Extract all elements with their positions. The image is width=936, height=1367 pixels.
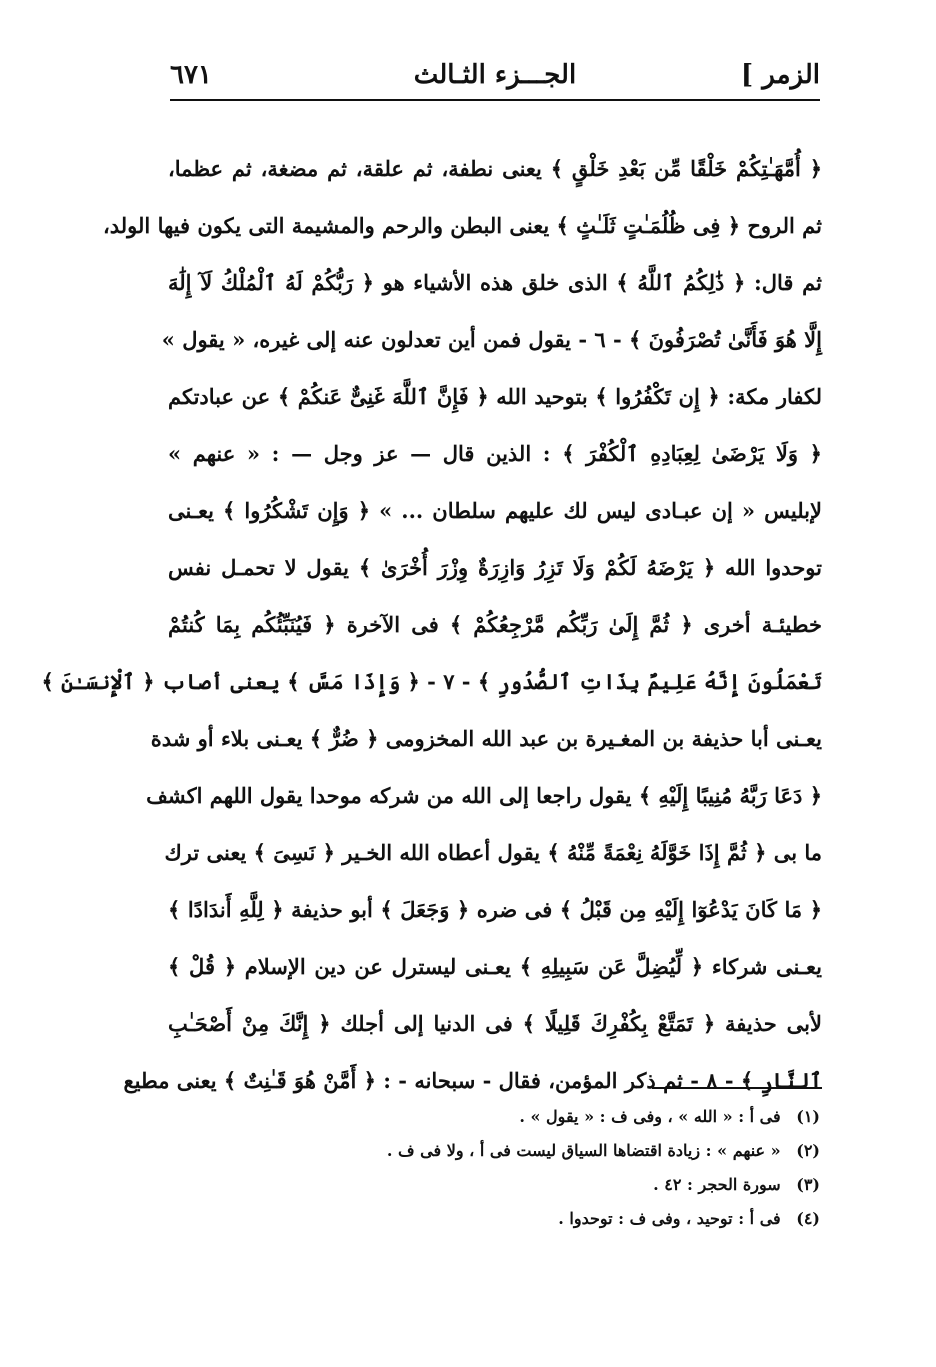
text-line: لأبى حذيفة ﴿ تَمَتَّعْ بِكُفْرِكَ قَلِيلًا ﴾ فى الدنيا إلى أجلك ﴿ إِنَّكَ مِنْ أَصْحَـٰبِ [168, 1011, 822, 1036]
text-line: تَعْمَلُونَ إِنَّهُ عَلِيمٌ بِذَاتِ ٱلصُّدُورِ ﴾ - ٧ - ﴿ وَإِذَا مَسَّ ﴾ يعنى أصاب ﴿ ٱلْإِنسَـٰنَ ﴾ [41, 669, 822, 694]
footnote [300, 1202, 820, 1236]
footnote [300, 1168, 820, 1202]
text-line: يعـنى أبا حذيفة بن المغـيرة بن عبد الله المخزومى ﴿ ضُرٌّ ﴾ يعـنى بلاء أو شدة [150, 726, 822, 751]
header-rule [170, 99, 820, 101]
surah-title: الزمر ] [740, 60, 820, 90]
part-title: الجـــزء الثـالث [413, 60, 577, 90]
footnote-number: (١) [796, 1107, 820, 1126]
footnote-rule [652, 1087, 822, 1089]
footnotes [300, 1100, 820, 1236]
text-line: توحدوا الله ﴿ يَرْضَهُ لَكُمْ وَلَا تَزِرُ وَازِرَةٌ وِزْرَ أُخْرَىٰ ﴾ يقول لا تحمـل نفس [168, 555, 822, 580]
footnote-number: (٣) [796, 1175, 820, 1194]
text-line: ﴿ أُمَّهَـٰتِكُمْ خَلْقًا مِّن بَعْدِ خَلْقٍ ﴾ يعنى نطفة، ثم علقة، ثم مضغة، ثم عظما، [168, 156, 822, 181]
page-number: ٦٧١ [170, 60, 212, 90]
running-header [170, 55, 820, 99]
text-line: لإبليس « إن عبـادى ليس لك عليهم سلطان ... » ﴿ وَإِن تَشْكُرُوا ﴾ يعـنى [168, 498, 822, 523]
text-line: ﴿ وَلَا يَرْضَىٰ لِعِبَادِهِ ٱلْكُفْرَ ﴾ : الذين قال — عز وجل — : « عنهم » [168, 441, 822, 466]
text-line: خطيئـة أخرى ﴿ ثُمَّ إِلَىٰ رَبِّكُم مَّرْجِعُكُمْ ﴾ فى الآخرة ﴿ فَيُنَبِّئُكُم بِمَا كُنتُمْ [168, 612, 822, 637]
text-line: ثم قال: ﴿ ذَٰلِكُمُ ٱللَّهُ ﴾ الذى خلق هذه الأشياء هو ﴿ رَبُّكُمْ لَهُ ٱلْمُلْكُ لَآ إِلَٰهَ [168, 270, 822, 295]
text-line: إِلَّا هُوَ فَأَنَّىٰ تُصْرَفُونَ ﴾ - ٦ - يقول فمن أين تعدلون عنه إلى غيره، « يقول » [161, 327, 822, 352]
text-line: لكفار مكة: ﴿ إِن تَكْفُرُوا ﴾ بتوحيد الله ﴿ فَإِنَّ ٱللَّهَ غَنِىٌّ عَنكُمْ ﴾ عن عبادتكم [168, 384, 822, 409]
footnote [300, 1100, 820, 1134]
text-line: ٱلنَّارِ ﴾ - ٨ - ثم ذكر المؤمن، فقال - سبحانه - : ﴿ أَمَّنْ هُوَ قَـٰنِتٌ ﴾ يعنى مطيع [123, 1068, 822, 1093]
main-text [41, 140, 822, 1109]
footnote-text: « عنهم » : زيادة اقتضاها السياق ليست فى أ ، ولا فى ف . [386, 1141, 781, 1160]
text-line: ما بى ﴿ ثُمَّ إِذَا خَوَّلَهُ نِعْمَةً مِّنْهُ ﴾ يقول أعطاه الله الخـير ﴿ نَسِىَ ﴾ يعنى ترك [164, 840, 822, 865]
text-line: ﴿ مَا كَانَ يَدْعُوٓا إِلَيْهِ مِن قَبْلُ ﴾ فى ضره ﴿ وَجَعَلَ ﴾ أبو حذيفة ﴿ لِلَّهِ أَندَادًا ﴾ [168, 897, 822, 922]
footnote-number: (٤) [796, 1209, 820, 1228]
footnote-text: فى أ : « الله » ، وفى ف : « يقول » . [519, 1107, 781, 1126]
footnote-number: (٢) [796, 1141, 820, 1160]
footnote-text: فى أ : توحيد ، وفى ف : توحدوا . [558, 1209, 781, 1228]
text-line: ﴿ دَعَا رَبَّهُ مُنِيبًا إِلَيْهِ ﴾ يقول راجعا إلى الله من شركه موحدا يقول اللهم اكشف [146, 783, 822, 808]
text-line: يعـنى شركاء ﴿ لِّيُضِلَّ عَن سَبِيلِهِ ﴾ يعـنى ليسترل عن دين الإسلام ﴿ قُلْ ﴾ [168, 954, 822, 979]
text-line: ثم الروح ﴿ فِى ظُلُمَـٰتٍ ثَلَـٰثٍ ﴾ يعنى البطن والرحم والمشيمة التى يكون فيها الولد، [102, 213, 822, 238]
footnote-text: سورة الحجر : ٤٢ . [653, 1175, 781, 1194]
footnote [300, 1134, 820, 1168]
